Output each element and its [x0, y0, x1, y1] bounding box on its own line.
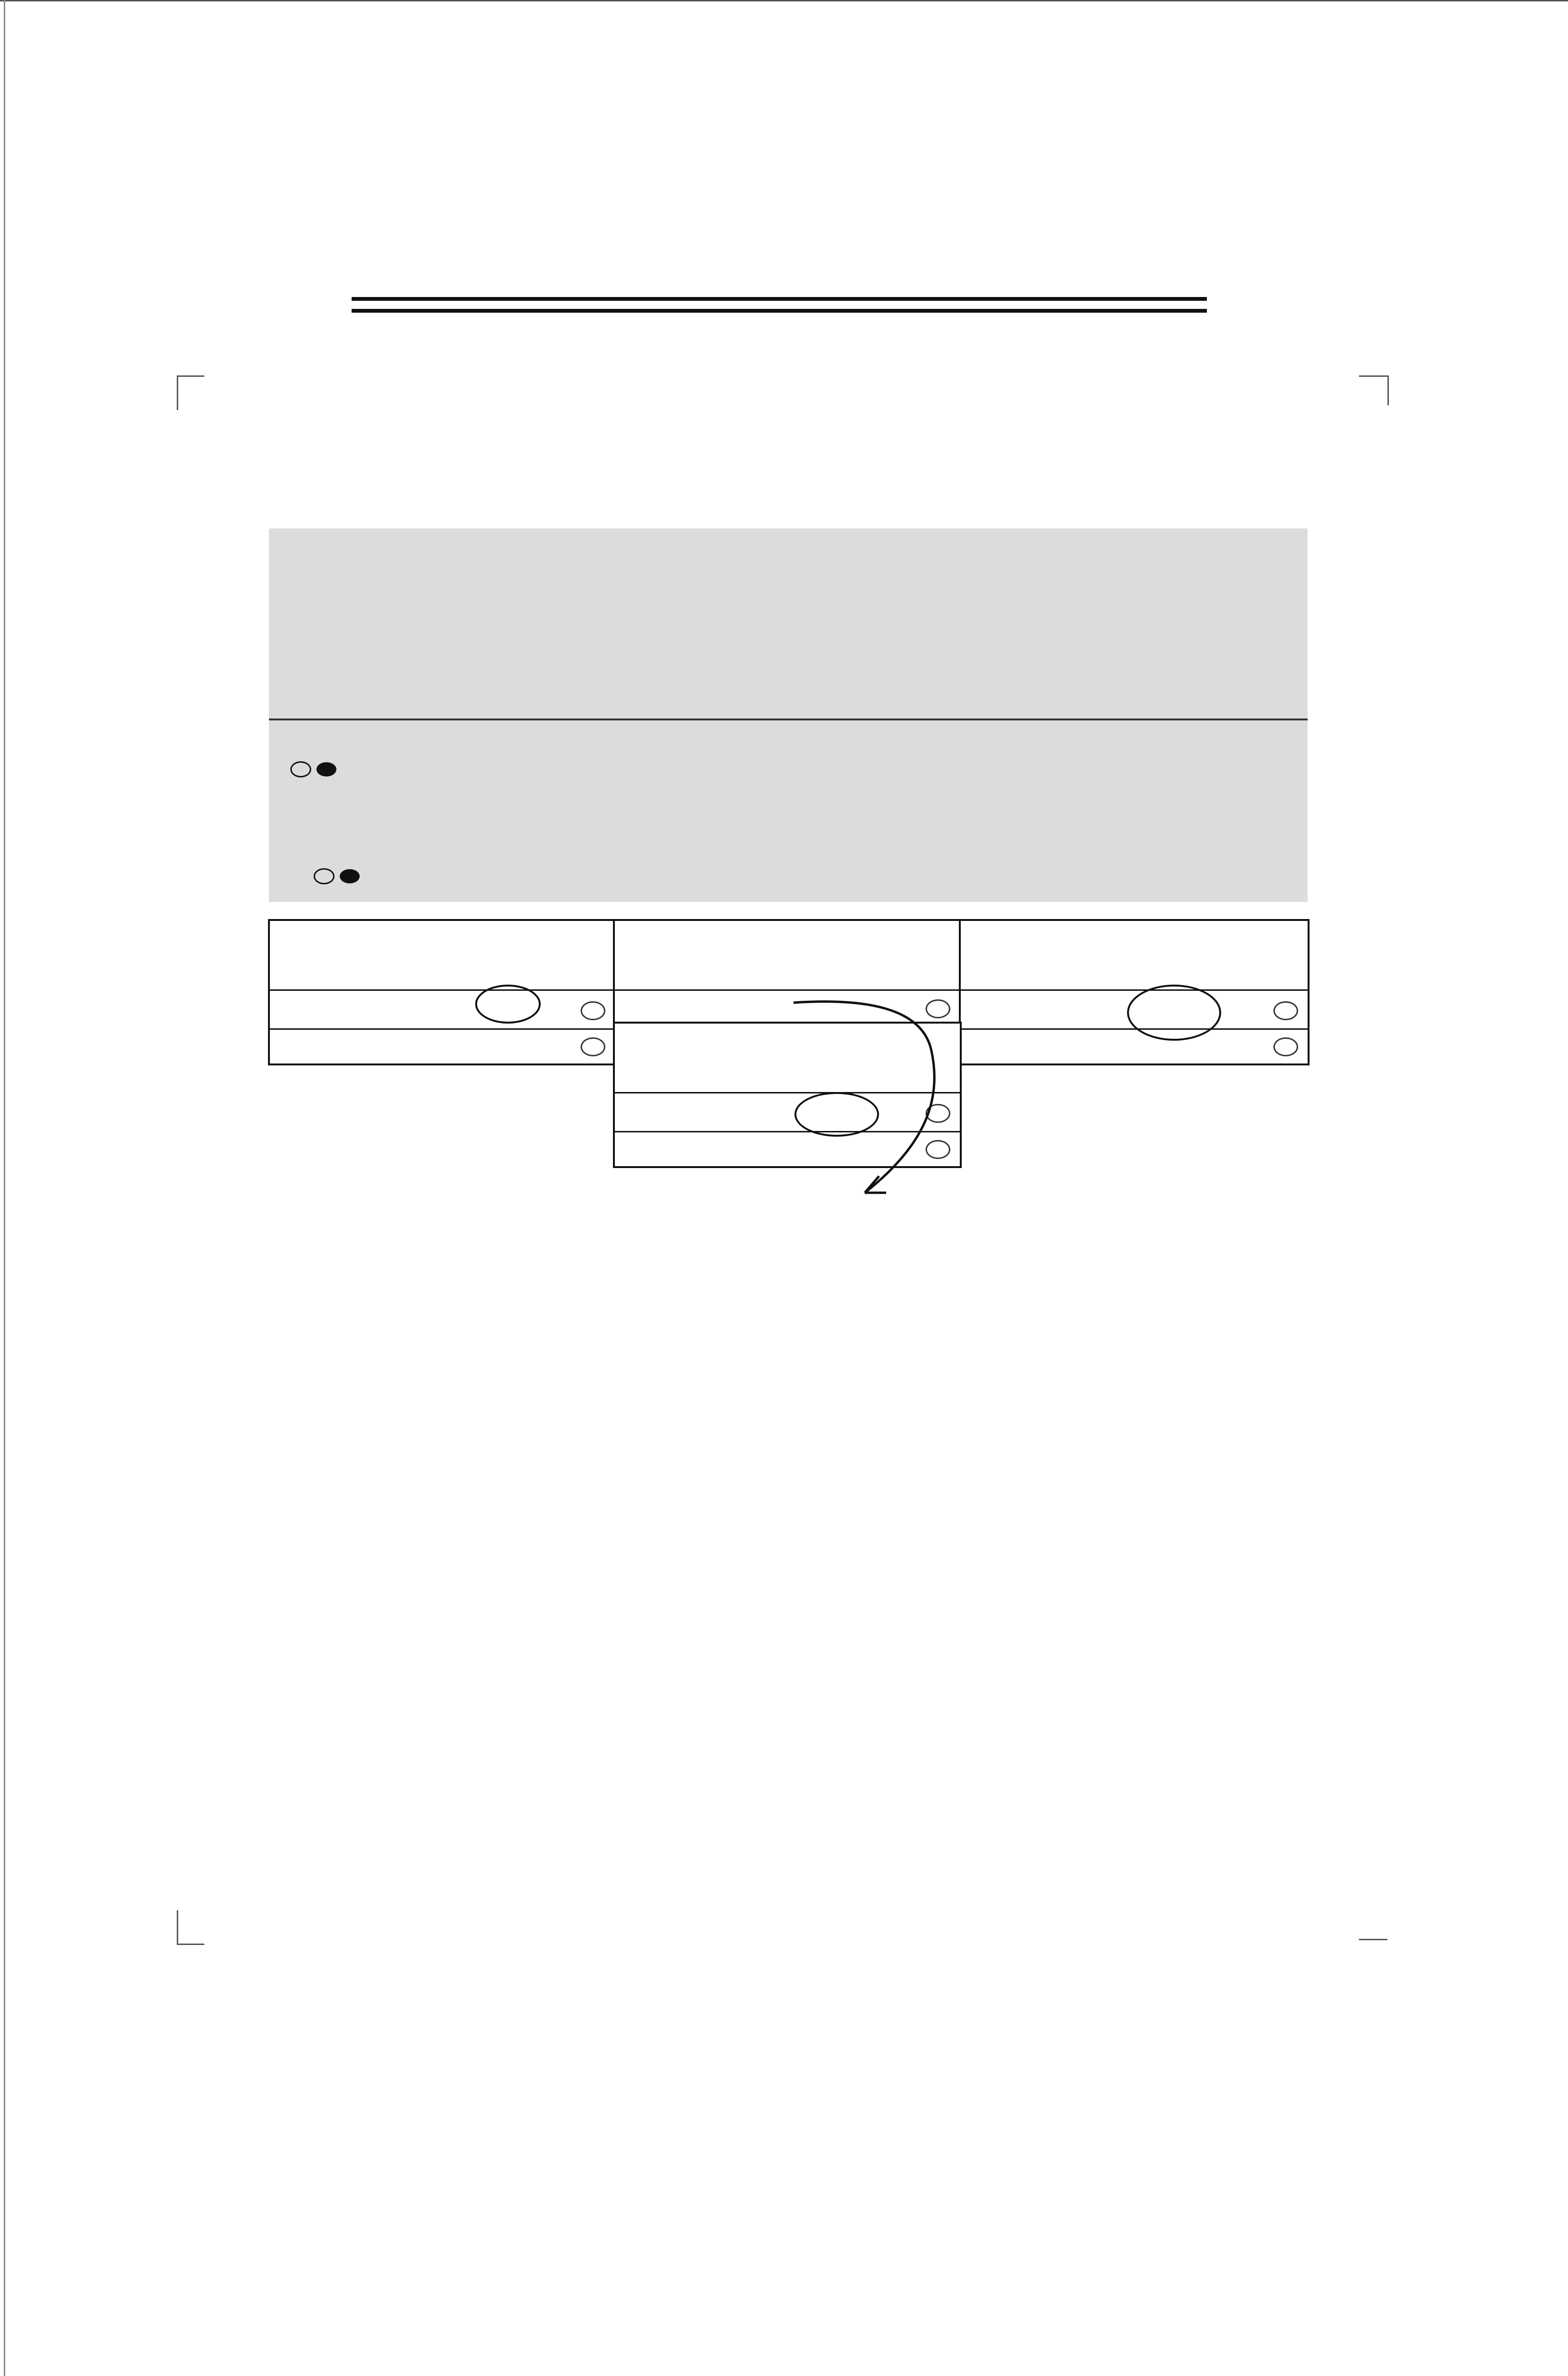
crop-mark-top-right [1359, 375, 1389, 405]
crop-mark-top-left [177, 375, 204, 410]
writein-oval[interactable] [1273, 1037, 1298, 1056]
vote-oval[interactable] [1273, 1001, 1298, 1020]
handwritten-arrow [779, 988, 1007, 1217]
race-school-board [268, 919, 617, 1065]
race-school-clerk [959, 919, 1310, 1065]
crop-mark-bottom-right [1359, 1939, 1387, 1940]
empty-oval-icon [290, 761, 311, 777]
vote-oval[interactable] [581, 1001, 605, 1020]
instruction-2-line-2 [280, 863, 1302, 887]
header-divider [269, 719, 1308, 720]
strike-line-1 [352, 297, 1207, 301]
strike-line-2 [352, 309, 1207, 313]
school-board-tally [475, 985, 541, 1024]
filled-oval-icon [340, 869, 360, 883]
writein-row [961, 1028, 1308, 1063]
ballot-header-panel [269, 528, 1308, 902]
top-edge-line [0, 0, 1568, 1]
left-edge-line [4, 0, 5, 2376]
crop-mark-bottom-left [177, 1910, 204, 1945]
empty-oval-icon [314, 868, 335, 884]
instruction-item-2 [280, 840, 1302, 887]
writein-oval[interactable] [581, 1037, 605, 1056]
filled-oval-icon [316, 762, 336, 776]
writein-row [270, 1028, 615, 1063]
school-clerk-tally [1127, 985, 1221, 1041]
candidate-row [270, 989, 615, 1029]
instruction-item-1 [280, 757, 1302, 780]
